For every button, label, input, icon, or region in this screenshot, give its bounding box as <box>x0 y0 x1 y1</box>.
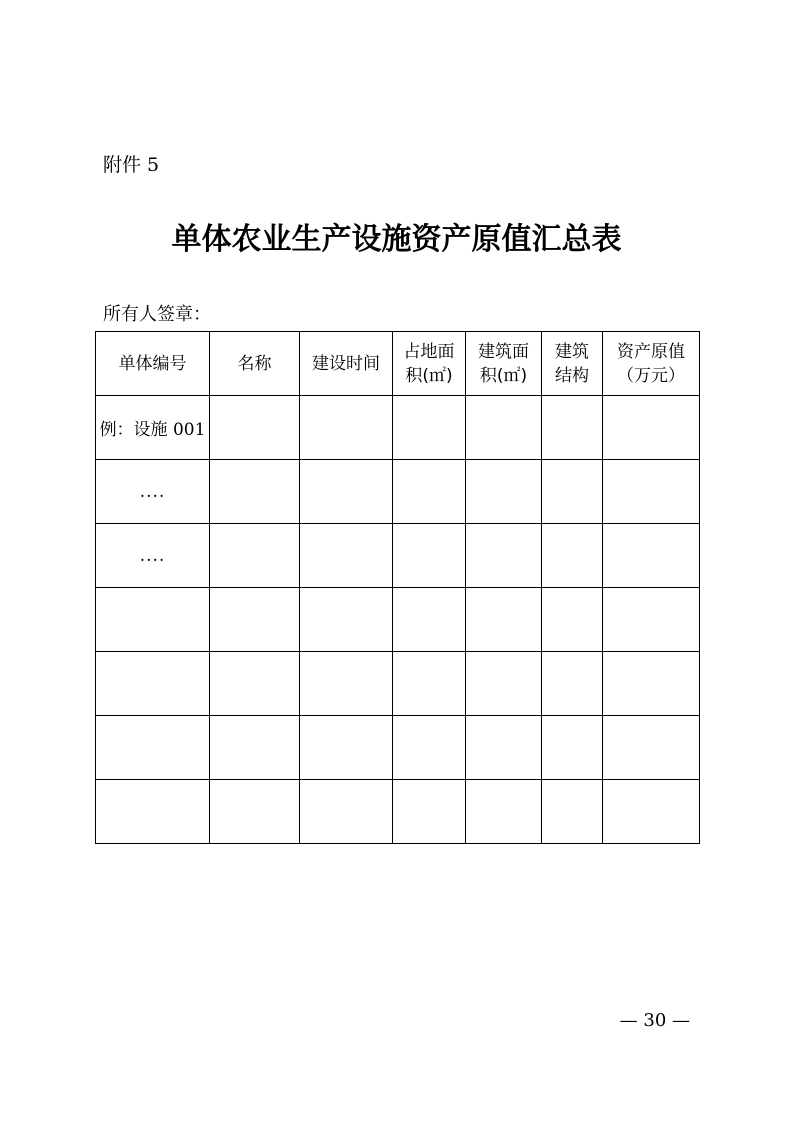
table-row <box>96 652 700 716</box>
table-cell[interactable] <box>466 460 542 524</box>
table-cell[interactable] <box>603 460 700 524</box>
table-cell[interactable]: 例：设施 001 <box>96 396 210 460</box>
table-cell[interactable] <box>603 588 700 652</box>
table-cell[interactable] <box>96 652 210 716</box>
table-row <box>96 716 700 780</box>
table-row <box>96 780 700 844</box>
table-cell[interactable] <box>210 780 300 844</box>
table-cell[interactable] <box>300 396 393 460</box>
header-cell-building-area <box>466 332 542 396</box>
header-line: 建设时间 <box>312 353 380 374</box>
table-cell[interactable] <box>542 716 603 780</box>
table-cell[interactable] <box>603 396 700 460</box>
table-cell[interactable] <box>542 588 603 652</box>
table-cell[interactable] <box>300 588 393 652</box>
table-cell[interactable] <box>466 652 542 716</box>
table-cell[interactable]: .... <box>96 460 210 524</box>
table-cell[interactable] <box>300 780 393 844</box>
table-cell[interactable] <box>542 460 603 524</box>
table-cell[interactable] <box>210 652 300 716</box>
header-cell-land-area <box>393 332 466 396</box>
table-cell[interactable] <box>603 524 700 588</box>
header-line: 单体编号 <box>118 353 187 374</box>
table-cell[interactable] <box>210 460 300 524</box>
table-cell[interactable] <box>96 588 210 652</box>
header-cell-unit-number <box>96 332 210 396</box>
table-cell[interactable] <box>466 588 542 652</box>
owner-signature-label: 所有人签章： <box>103 304 211 325</box>
table-cell[interactable] <box>603 652 700 716</box>
table-cell[interactable] <box>210 716 300 780</box>
table-cell[interactable]: .... <box>96 524 210 588</box>
header-cell-original-value <box>603 332 700 396</box>
table-cell[interactable] <box>210 396 300 460</box>
table-cell[interactable] <box>393 396 466 460</box>
header-line: 建筑面 <box>478 341 529 362</box>
table-cell[interactable] <box>300 716 393 780</box>
table-cell[interactable] <box>542 396 603 460</box>
table-cell[interactable] <box>393 716 466 780</box>
header-cell-structure <box>542 332 603 396</box>
table-cell[interactable] <box>96 716 210 780</box>
table-cell[interactable] <box>393 780 466 844</box>
header-line: 积(㎡) <box>479 365 528 386</box>
header-line: 建筑 <box>555 341 589 362</box>
table-header-row <box>96 332 700 396</box>
table-cell[interactable] <box>466 524 542 588</box>
table-cell[interactable] <box>466 396 542 460</box>
table-cell[interactable] <box>393 588 466 652</box>
header-cell-build-time <box>300 332 393 396</box>
table-cell[interactable] <box>466 780 542 844</box>
attachment-label: 附件 5 <box>103 154 160 176</box>
table-cell[interactable] <box>393 460 466 524</box>
header-line: 占地面 <box>403 341 455 362</box>
header-line: 积(㎡) <box>405 365 453 386</box>
table-row <box>96 524 700 588</box>
table-cell[interactable] <box>300 652 393 716</box>
table-cell[interactable] <box>210 524 300 588</box>
page-number: — 30 — <box>619 1010 690 1031</box>
table-cell[interactable] <box>603 716 700 780</box>
table-cell[interactable] <box>603 780 700 844</box>
table-cell[interactable] <box>300 524 393 588</box>
header-cell-name <box>210 332 300 396</box>
header-line: 资产原值 <box>617 341 685 362</box>
table-cell[interactable] <box>542 652 603 716</box>
table-row <box>96 460 700 524</box>
table-row <box>96 588 700 652</box>
table-cell[interactable] <box>542 780 603 844</box>
header-line: （万元） <box>617 365 685 386</box>
table-cell[interactable] <box>300 460 393 524</box>
table-cell[interactable] <box>542 524 603 588</box>
asset-summary-table <box>95 331 700 844</box>
table-cell[interactable] <box>466 716 542 780</box>
table-row <box>96 396 700 460</box>
table-cell[interactable] <box>96 780 210 844</box>
table-cell[interactable] <box>393 652 466 716</box>
header-line: 结构 <box>555 365 589 386</box>
header-line: 名称 <box>237 353 272 374</box>
document-title: 单体农业生产设施资产原值汇总表 <box>171 222 622 257</box>
table-cell[interactable] <box>210 588 300 652</box>
table-cell[interactable] <box>393 524 466 588</box>
